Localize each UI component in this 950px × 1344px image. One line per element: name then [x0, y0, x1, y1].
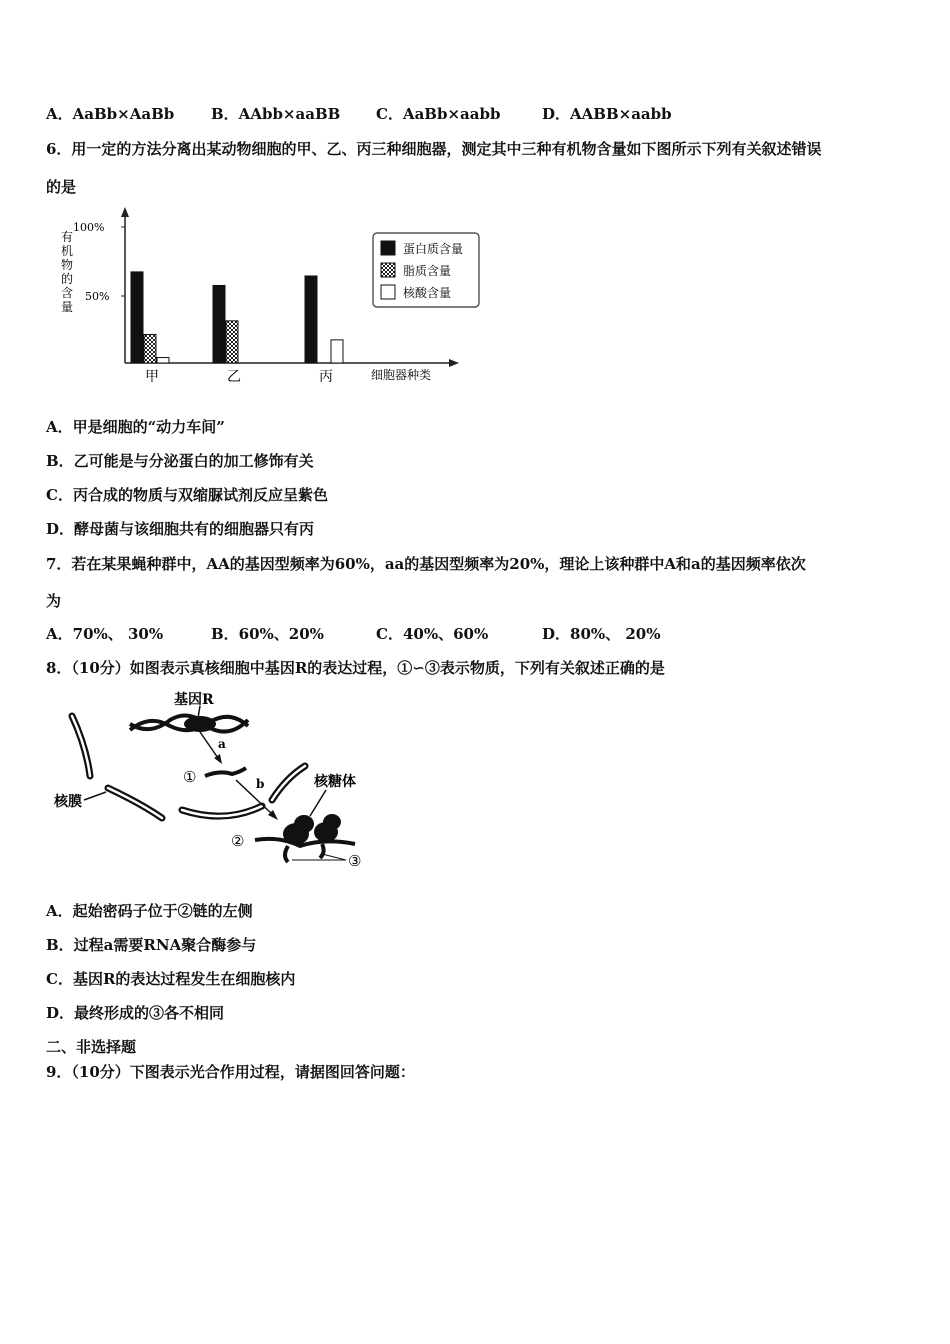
q8-option-d: D．最终形成的③各不相同 — [46, 1004, 225, 1022]
legend-label: 蛋白质含量 — [403, 242, 464, 256]
q7-option-b: B．60%、20% — [211, 625, 324, 643]
q6-stem-line1: 6．用一定的方法分离出某动物细胞的甲、乙、丙三种细胞器，测定其中三种有机物含量如下图所示下列有关叙述错误 — [46, 140, 822, 158]
nuclear-membrane-arc-4 — [272, 766, 305, 800]
bar-丙-蛋白质含量 — [305, 276, 317, 363]
legend-swatch — [381, 241, 395, 255]
q7-option-d: D．80%、 20% — [542, 625, 661, 643]
chart-y-label-char: 含 — [61, 286, 74, 300]
bar-乙-蛋白质含量 — [213, 285, 225, 363]
process-b-label: b — [256, 777, 265, 791]
chart-x-label: 细胞器种类 — [371, 368, 432, 382]
chart-category-label: 甲 — [145, 369, 159, 385]
legend-swatch — [381, 263, 395, 277]
chart-y-label-char: 有 — [61, 230, 74, 244]
q6-option-d: D．酵母菌与该细胞共有的细胞器只有丙 — [46, 520, 315, 538]
legend-swatch — [381, 285, 395, 299]
chart-category-label: 丙 — [319, 369, 333, 385]
q8-gene-expression-figure — [50, 688, 380, 878]
section2-title: 二、非选择题 — [46, 1038, 137, 1056]
chart-y-label — [61, 230, 73, 314]
legend-label: 核酸含量 — [403, 286, 452, 300]
bar-乙-脂质含量 — [226, 321, 238, 363]
chart-y-arrow — [121, 207, 129, 217]
chart-x-arrow — [449, 359, 459, 367]
chart-ytick-50: 50% — [85, 290, 110, 303]
q8-option-a: A．起始密码子位于②链的左侧 — [46, 902, 253, 920]
q7-stem-line2: 为 — [46, 592, 62, 610]
bar-甲-脂质含量 — [144, 334, 156, 363]
q5-option-a: A．AaBb×AaBb — [46, 105, 175, 123]
q6-option-b: B．乙可能是与分泌蛋白的加工修饰有关 — [46, 452, 314, 470]
label-2: ② — [231, 832, 245, 850]
q5-option-d: D．AABB×aabb — [542, 105, 672, 123]
q8-option-c: C．基因R的表达过程发生在细胞核内 — [46, 970, 296, 988]
q6-option-c: C．丙合成的物质与双缩脲试剂反应呈紫色 — [46, 486, 328, 504]
q8-option-b: B．过程a需要RNA聚合酶参与 — [46, 936, 257, 954]
process-a-arrow — [200, 732, 218, 758]
q6-stem-line2: 的是 — [46, 178, 77, 196]
ribosome-label: 核糖体 — [314, 774, 356, 790]
q7-option-a: A．70%、 30% — [46, 625, 164, 643]
q9-stem: 9．（10分）下图表示光合作用过程，请据图回答问题： — [46, 1063, 415, 1081]
chart-y-label-char: 物 — [61, 258, 74, 272]
q5-option-b: B．AAbb×aaBB — [211, 105, 341, 123]
nuclear-membrane-arc-2-inner — [108, 788, 162, 818]
chart-ytick-100: 100% — [73, 221, 105, 234]
chart-category-label: 乙 — [227, 369, 241, 385]
gene-r-label: 基因R — [174, 692, 214, 708]
q7-stem-line1: 7．若在某果蝇种群中，AA的基因型频率为60%，aa的基因型频率为20%，理论上该种群中A和a的基因频率依次 — [46, 555, 806, 573]
legend-label: 脂质含量 — [403, 264, 452, 278]
chart-y-label-char: 量 — [61, 300, 74, 314]
process-a-label: a — [218, 737, 226, 751]
polypeptide-3a — [285, 846, 288, 862]
chart-y-label-char: 的 — [61, 272, 74, 286]
q6-bar-chart — [55, 205, 495, 390]
bar-丙-核酸含量 — [331, 340, 343, 363]
polypeptide-3b — [320, 844, 324, 858]
gene-r-region — [184, 716, 216, 732]
mrna-1 — [205, 768, 246, 776]
q5-option-c: C．AaBb×aabb — [376, 105, 501, 123]
q8-stem: 8．（10分）如图表示真核细胞中基因R的表达过程，①∽③表示物质，下列有关叙述正确的是 — [46, 659, 665, 677]
label-3: ③ — [348, 852, 362, 870]
bar-甲-核酸含量 — [157, 358, 169, 363]
q6-option-a: A．甲是细胞的“动力车间” — [46, 418, 225, 436]
nuclear-membrane-label: 核膜 — [54, 794, 82, 810]
chart-y-label-char: 机 — [61, 244, 74, 258]
label-1: ① — [183, 768, 197, 786]
q7-option-c: C．40%、60% — [376, 625, 489, 643]
bar-甲-蛋白质含量 — [131, 272, 143, 363]
